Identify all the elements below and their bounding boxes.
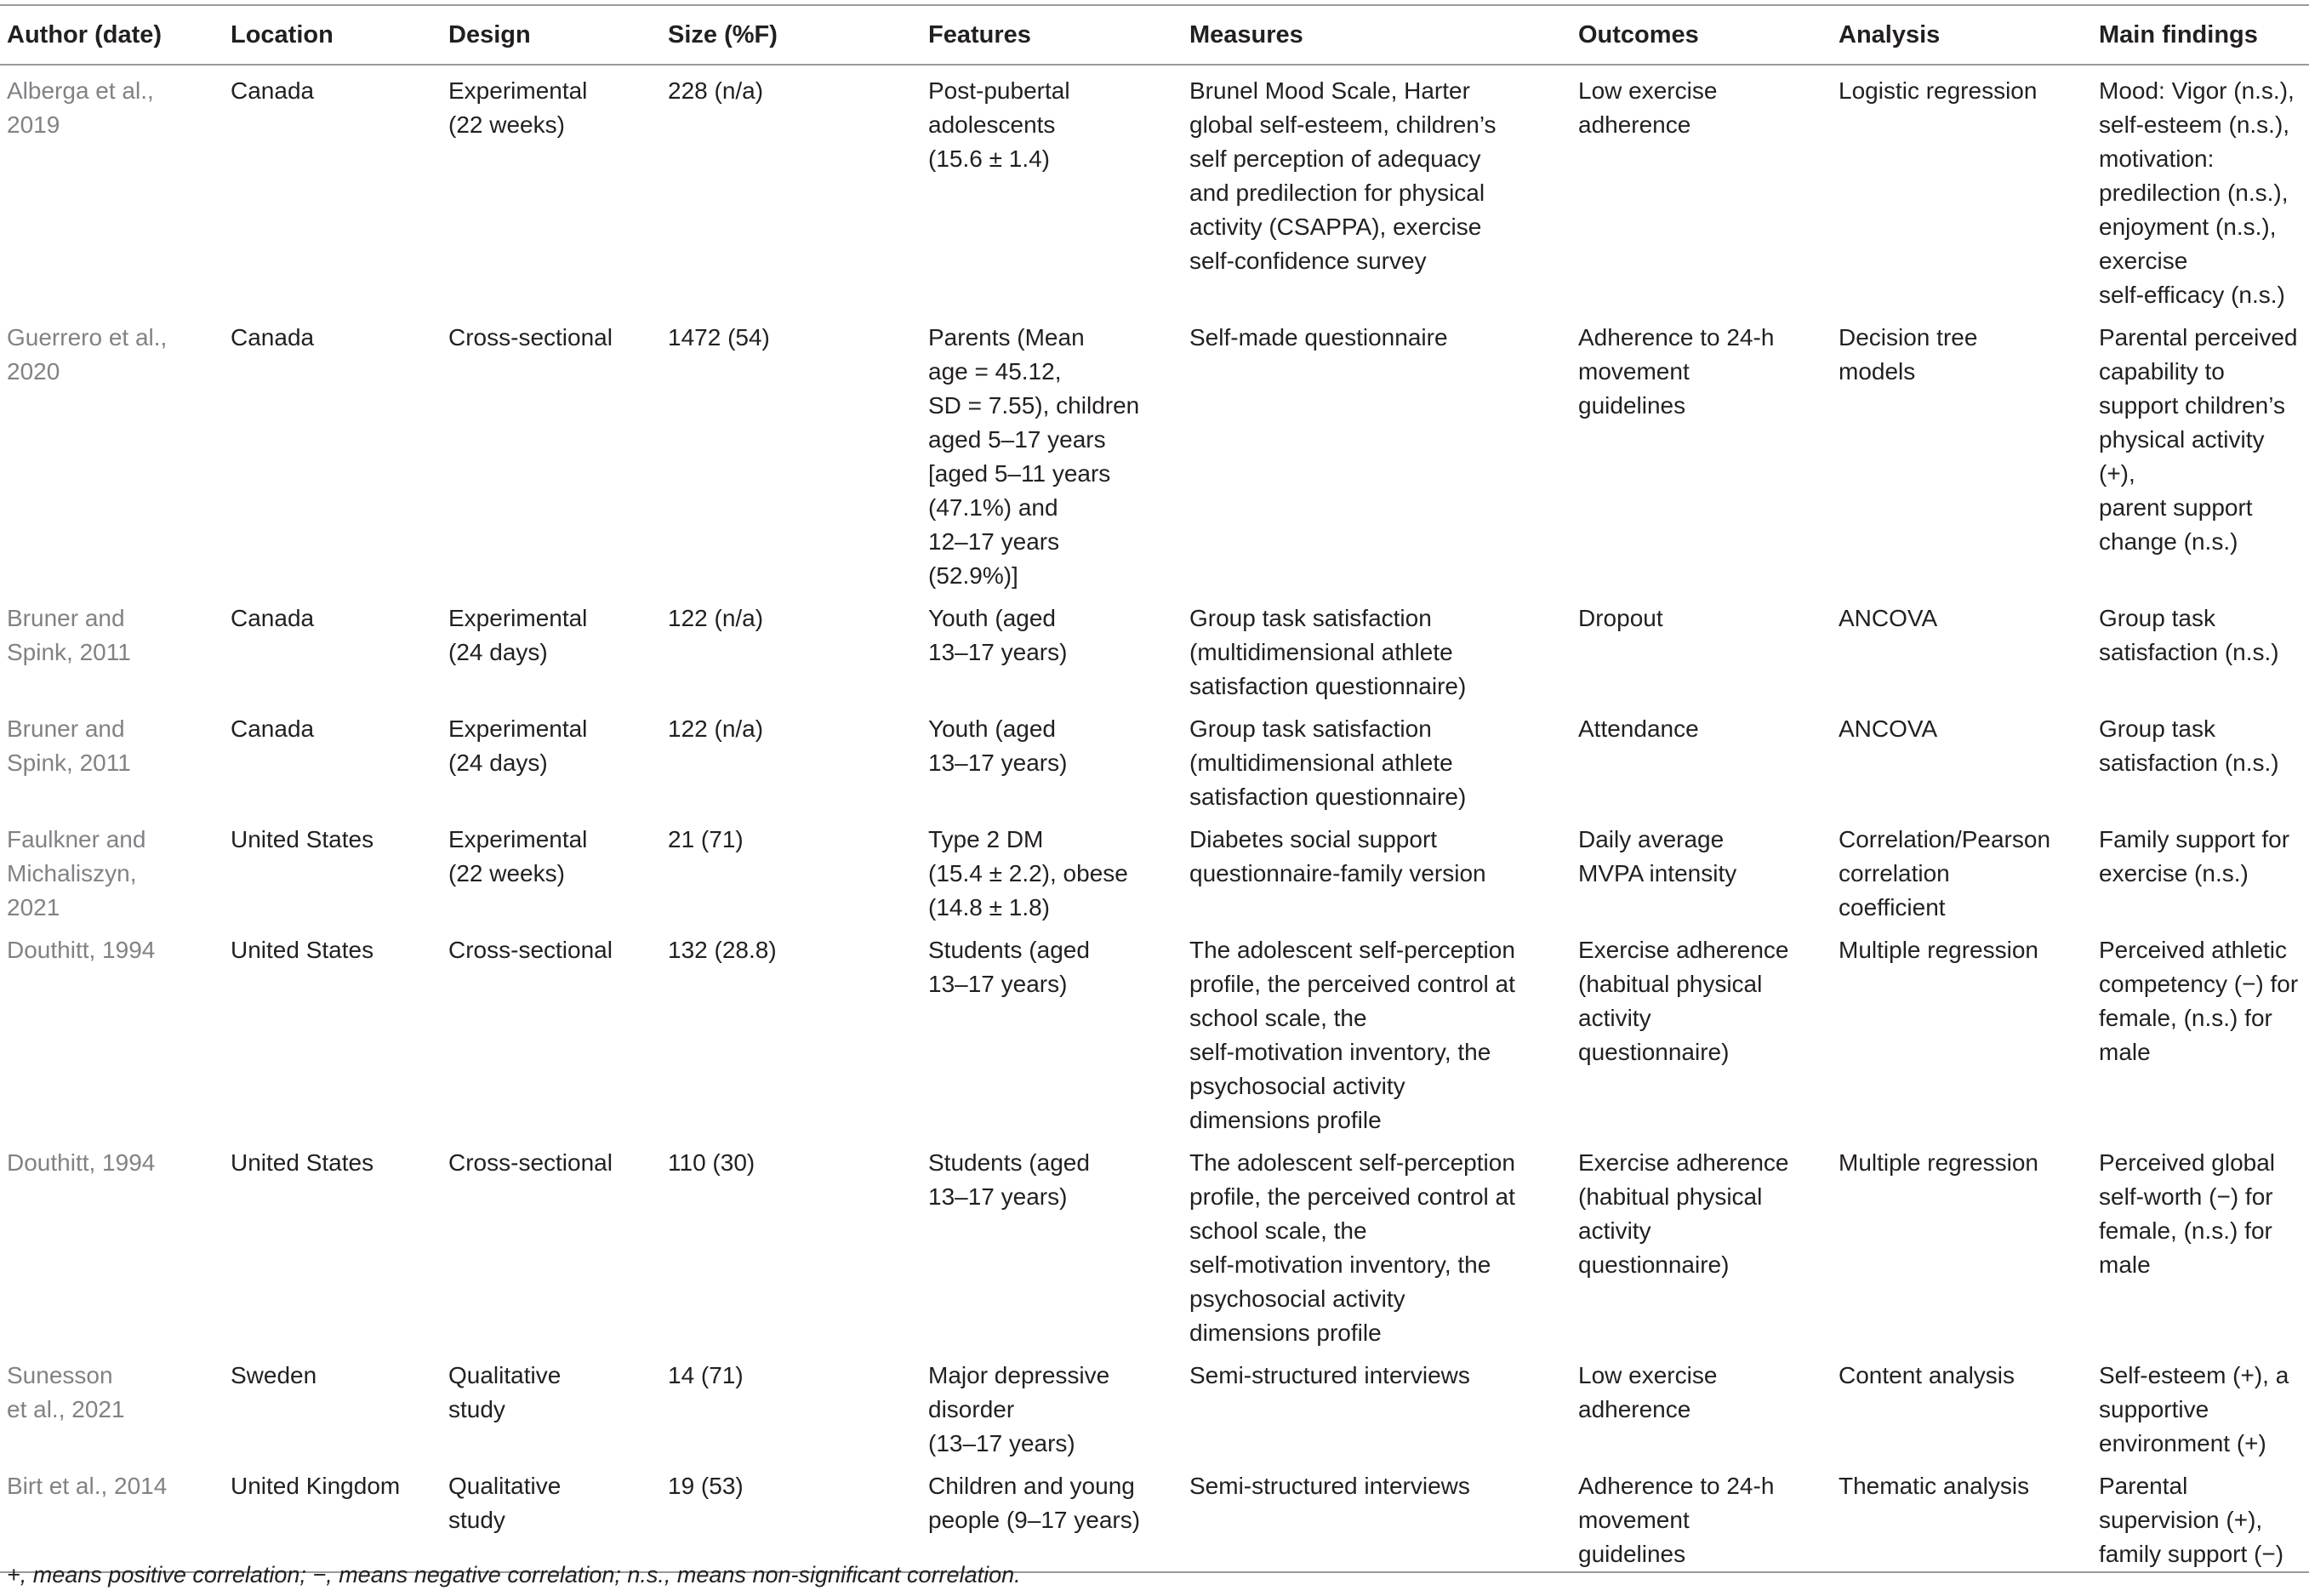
cell-design: Cross-sectional [448, 324, 613, 351]
cell-outcomes: Exercise adherence (habitual physical activity questionnaire) [1578, 937, 1789, 1065]
cell-location: United States [231, 826, 374, 852]
header-size: Size (%F) [661, 5, 921, 65]
cell-features: Youth (aged 13–17 years) [928, 715, 1068, 776]
cell-main-findings: Parental supervision (+), family support (−) [2092, 1461, 2309, 1572]
cell-size: 19 (53) [661, 1461, 921, 1572]
cell-measures: Group task satisfaction (multidimensional athlete satisfaction questionnaire) [1189, 715, 1467, 810]
cell-design: Qualitative study [442, 1461, 661, 1572]
cell-size: 132 (28.8) [668, 937, 777, 963]
cell-main-findings: Family support for exercise (n.s.) [2099, 826, 2290, 886]
table-row [0, 1137, 2309, 1350]
cell-design: Cross-sectional [448, 937, 613, 963]
cell-measures: Diabetes social support questionnaire-family version [1189, 826, 1486, 886]
table-footnote: +, means positive correlation; −, means negative correlation; n.s., means non-significant correlation. [7, 1562, 1021, 1587]
cell-main-findings: Parental perceived capability to support children’s physical activity (+), parent support change (n.s.) [2099, 324, 2298, 555]
cell-size: 122 (n/a) [668, 715, 764, 742]
cell-size: 122 (n/a) [668, 605, 764, 631]
cell-features: Major depressive disorder (13–17 years) [928, 1362, 1110, 1456]
cell-outcomes: Low exercise adherence [1578, 77, 1718, 138]
cell-analysis: Thematic analysis [1832, 1461, 2092, 1572]
cell-location: Sweden [231, 1362, 317, 1388]
table-row [0, 1461, 2309, 1572]
study-table [0, 4, 2309, 1573]
cell-location: Canada [231, 324, 315, 351]
header-outcomes: Outcomes [1571, 5, 1832, 65]
cell-location: United States [231, 1149, 374, 1176]
cell-design: Cross-sectional [448, 1149, 613, 1176]
cell-author: Bruner and Spink, 2011 [7, 715, 131, 776]
cell-analysis: Logistic regression [1839, 77, 2038, 104]
cell-outcomes: Daily average MVPA intensity [1578, 826, 1737, 886]
table-row [0, 65, 2309, 312]
cell-measures: Self-made questionnaire [1189, 324, 1448, 351]
cell-measures: The adolescent self-perception profile, the perceived control at school scale, the self-motivation inventory, the psychosocial activity dimensions profile [1189, 1149, 1515, 1346]
cell-author: Douthitt, 1994 [7, 1149, 156, 1176]
cell-measures: Semi-structured interviews [1183, 1461, 1571, 1572]
cell-features: Parents (Mean age = 45.12, SD = 7.55), children aged 5–17 years [aged 5–11 years (47.1%) and 12–17 years (52.9%)] [928, 324, 1140, 589]
cell-author: Sunesson et al., 2021 [7, 1362, 125, 1422]
cell-main-findings: Mood: Vigor (n.s.), self-esteem (n.s.), motivation: predilection (n.s.), enjoyment (n.s.), exercise self-efficacy (n.s.) [2099, 77, 2295, 308]
cell-analysis: ANCOVA [1839, 605, 1938, 631]
header-measures: Measures [1183, 5, 1571, 65]
cell-size: 228 (n/a) [668, 77, 764, 104]
cell-author: Alberga et al., 2019 [7, 77, 154, 138]
cell-size: 14 (71) [668, 1362, 744, 1388]
header-main-findings: Main findings [2092, 5, 2309, 65]
cell-analysis: Decision tree models [1839, 324, 1978, 385]
table-body [0, 65, 2309, 1572]
cell-size: 21 (71) [668, 826, 744, 852]
cell-analysis: Correlation/Pearson correlation coefficient [1839, 826, 2051, 921]
cell-outcomes: Dropout [1578, 605, 1663, 631]
table-header [0, 5, 2309, 65]
header-features: Features [921, 5, 1183, 65]
table-row [0, 704, 2309, 814]
cell-features: Youth (aged 13–17 years) [928, 605, 1068, 665]
table-row [0, 1350, 2309, 1461]
cell-location: United States [231, 937, 374, 963]
header-author: Author (date) [0, 5, 224, 65]
cell-features: Students (aged 13–17 years) [928, 937, 1090, 997]
header-design: Design [442, 5, 661, 65]
cell-design: Experimental (24 days) [448, 715, 588, 776]
cell-outcomes: Low exercise adherence [1578, 1362, 1718, 1422]
cell-size: 110 (30) [668, 1149, 755, 1176]
cell-main-findings: Perceived athletic competency (−) for female, (n.s.) for male [2099, 937, 2299, 1065]
cell-design: Experimental (24 days) [448, 605, 588, 665]
cell-measures: Group task satisfaction (multidimensional athlete satisfaction questionnaire) [1189, 605, 1467, 699]
cell-outcomes: Adherence to 24-h movement guidelines [1578, 324, 1775, 419]
cell-features: Type 2 DM (15.4 ± 2.2), obese (14.8 ± 1.8) [928, 826, 1128, 921]
cell-measures: The adolescent self-perception profile, the perceived control at school scale, the self-motivation inventory, the psychosocial activity dimensions profile [1189, 937, 1515, 1133]
cell-location: Canada [231, 605, 315, 631]
header-row [0, 5, 2309, 65]
table-row [0, 925, 2309, 1137]
cell-outcomes: Exercise adherence (habitual physical activity questionnaire) [1578, 1149, 1789, 1278]
cell-features: Post-pubertal adolescents (15.6 ± 1.4) [928, 77, 1070, 172]
header-location: Location [224, 5, 442, 65]
cell-location: Canada [231, 77, 315, 104]
cell-outcomes: Adherence to 24-h movement guidelines [1571, 1461, 1832, 1572]
cell-design: Experimental (22 weeks) [448, 77, 588, 138]
cell-measures: Brunel Mood Scale, Harter global self-esteem, children’s self perception of adequacy and predilection for physical activity (CSAPPA), exercise self-confidence survey [1189, 77, 1497, 274]
cell-main-findings: Perceived global self-worth (−) for female, (n.s.) for male [2099, 1149, 2276, 1278]
cell-features: Students (aged 13–17 years) [928, 1149, 1090, 1210]
cell-location: Canada [231, 715, 315, 742]
table-row [0, 593, 2309, 704]
table-row [0, 312, 2309, 593]
cell-analysis: Content analysis [1839, 1362, 2015, 1388]
cell-main-findings: Group task satisfaction (n.s.) [2099, 605, 2279, 665]
cell-features: Children and young people (9–17 years) [921, 1461, 1183, 1572]
cell-main-findings: Self-esteem (+), a supportive environment (+) [2099, 1362, 2289, 1456]
cell-outcomes: Attendance [1578, 715, 1699, 742]
table-row [0, 814, 2309, 925]
cell-author: Bruner and Spink, 2011 [7, 605, 131, 665]
header-analysis: Analysis [1832, 5, 2092, 65]
cell-size: 1472 (54) [668, 324, 770, 351]
cell-location: United Kingdom [224, 1461, 442, 1572]
cell-design: Qualitative study [448, 1362, 562, 1422]
cell-main-findings: Group task satisfaction (n.s.) [2099, 715, 2279, 776]
cell-design: Experimental (22 weeks) [448, 826, 588, 886]
cell-author: Douthitt, 1994 [7, 937, 156, 963]
cell-author: Faulkner and Michaliszyn, 2021 [7, 826, 146, 921]
cell-author: Birt et al., 2014 [0, 1461, 224, 1572]
cell-measures: Semi-structured interviews [1189, 1362, 1470, 1388]
cell-author: Guerrero et al., 2020 [7, 324, 168, 385]
cell-analysis: Multiple regression [1839, 937, 2038, 963]
cell-analysis: Multiple regression [1839, 1149, 2038, 1176]
cell-analysis: ANCOVA [1839, 715, 1938, 742]
